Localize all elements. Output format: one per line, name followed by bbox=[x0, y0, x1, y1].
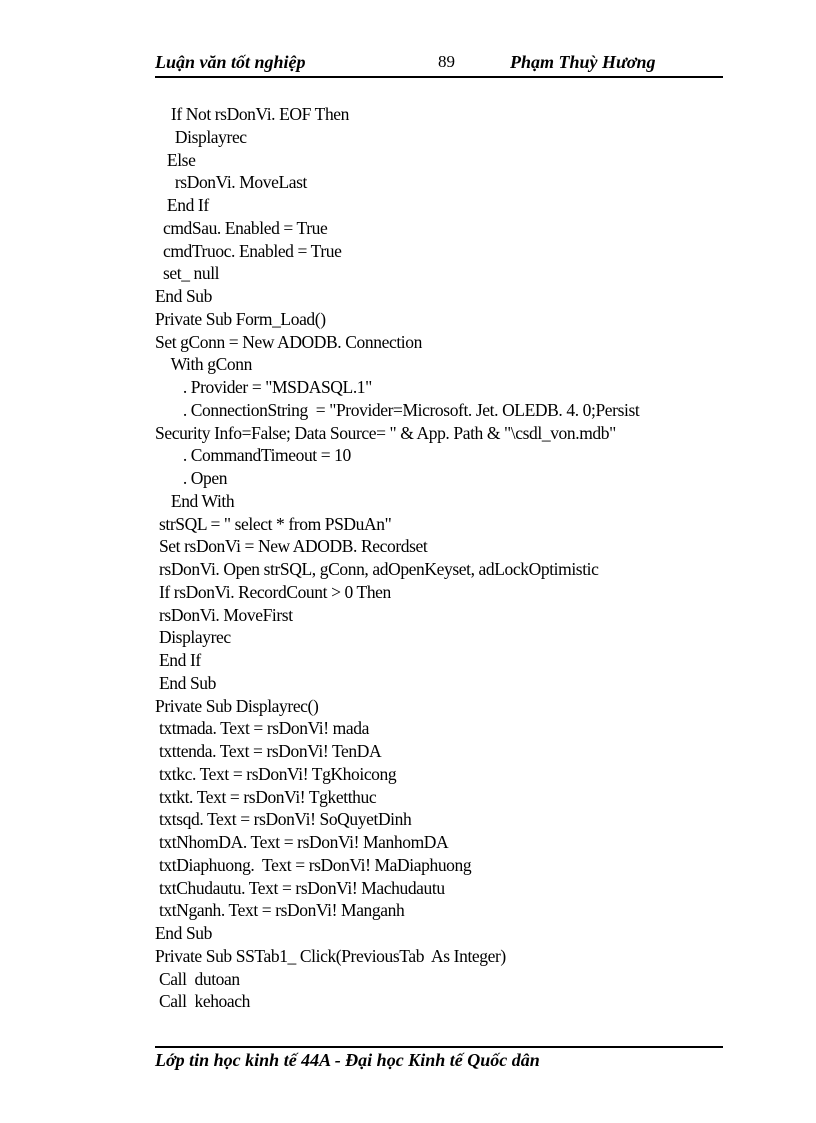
code-line: . CommandTimeout = 10 bbox=[155, 445, 351, 466]
code-listing bbox=[155, 103, 735, 1013]
footer-divider bbox=[155, 1046, 723, 1048]
code-line: . Open bbox=[155, 468, 228, 488]
code-line: End If bbox=[155, 195, 209, 215]
code-line: Call dutoan bbox=[155, 968, 240, 989]
code-line: Private Sub SSTab1_ Click(PreviousTab As Integer) bbox=[155, 945, 506, 966]
code-line: Displayrec bbox=[155, 126, 247, 147]
code-line: txtkt. Text = rsDonVi! Tgketthuc bbox=[155, 786, 377, 807]
code-line: Else bbox=[155, 149, 196, 170]
page-header bbox=[155, 52, 723, 78]
code-line: Private Sub Displayrec() bbox=[155, 695, 319, 716]
code-line: Call kehoach bbox=[155, 991, 250, 1012]
page-footer: Lớp tin học kinh tế 44A - Đại học Kinh tế Quốc dân bbox=[155, 1050, 540, 1070]
code-line: strSQL = " select * from PSDuAn" bbox=[155, 513, 392, 534]
code-line: Set gConn = New ADODB. Connection bbox=[155, 331, 422, 352]
code-line: cmdTruoc. Enabled = True bbox=[155, 240, 342, 261]
code-line: txtNganh. Text = rsDonVi! Manganh bbox=[155, 900, 405, 921]
code-line: Displayrec bbox=[155, 627, 231, 648]
thesis-title: Luận văn tốt nghiệp bbox=[155, 52, 306, 72]
code-line: rsDonVi. MoveFirst bbox=[155, 604, 293, 625]
code-line: Private Sub Form_Load() bbox=[155, 308, 326, 329]
code-line: txttenda. Text = rsDonVi! TenDA bbox=[155, 741, 382, 761]
code-line: Security Info=False; Data Source= " & App. Path & "\csdl_von.mdb" bbox=[155, 422, 616, 443]
code-line: txtkc. Text = rsDonVi! TgKhoicong bbox=[155, 763, 397, 784]
code-line: . ConnectionString = "Provider=Microsoft. Jet. OLEDB. 4. 0;Persist bbox=[155, 399, 640, 420]
code-line: rsDonVi. MoveLast bbox=[155, 172, 308, 193]
code-line: If rsDonVi. RecordCount > 0 Then bbox=[155, 581, 391, 602]
code-line: txtDiaphuong. Text = rsDonVi! MaDiaphuong bbox=[155, 854, 472, 875]
code-line: End If bbox=[155, 650, 201, 670]
code-line: txtNhomDA. Text = rsDonVi! ManhomDA bbox=[155, 832, 449, 852]
code-line: End With bbox=[155, 490, 235, 511]
page-number: 89 bbox=[438, 52, 455, 71]
code-line: txtsqd. Text = rsDonVi! SoQuyetDinh bbox=[155, 809, 412, 830]
code-line: End Sub bbox=[155, 672, 216, 693]
code-line: . Provider = "MSDASQL.1" bbox=[155, 377, 372, 397]
code-line: With gConn bbox=[155, 354, 252, 375]
code-line: set_ null bbox=[155, 263, 220, 284]
code-line: Set rsDonVi = New ADODB. Recordset bbox=[155, 536, 428, 557]
author-name: Phạm Thuỳ Hương bbox=[510, 52, 656, 72]
code-line: txtChudautu. Text = rsDonVi! Machudautu bbox=[155, 877, 445, 898]
code-line: rsDonVi. Open strSQL, gConn, adOpenKeyset, adLockOptimistic bbox=[155, 559, 599, 579]
code-line: If Not rsDonVi. EOF Then bbox=[155, 104, 350, 124]
code-line: cmdSau. Enabled = True bbox=[155, 217, 328, 238]
code-line: End Sub bbox=[155, 286, 212, 306]
code-line: End Sub bbox=[155, 923, 212, 943]
code-line: txtmada. Text = rsDonVi! mada bbox=[155, 718, 369, 739]
